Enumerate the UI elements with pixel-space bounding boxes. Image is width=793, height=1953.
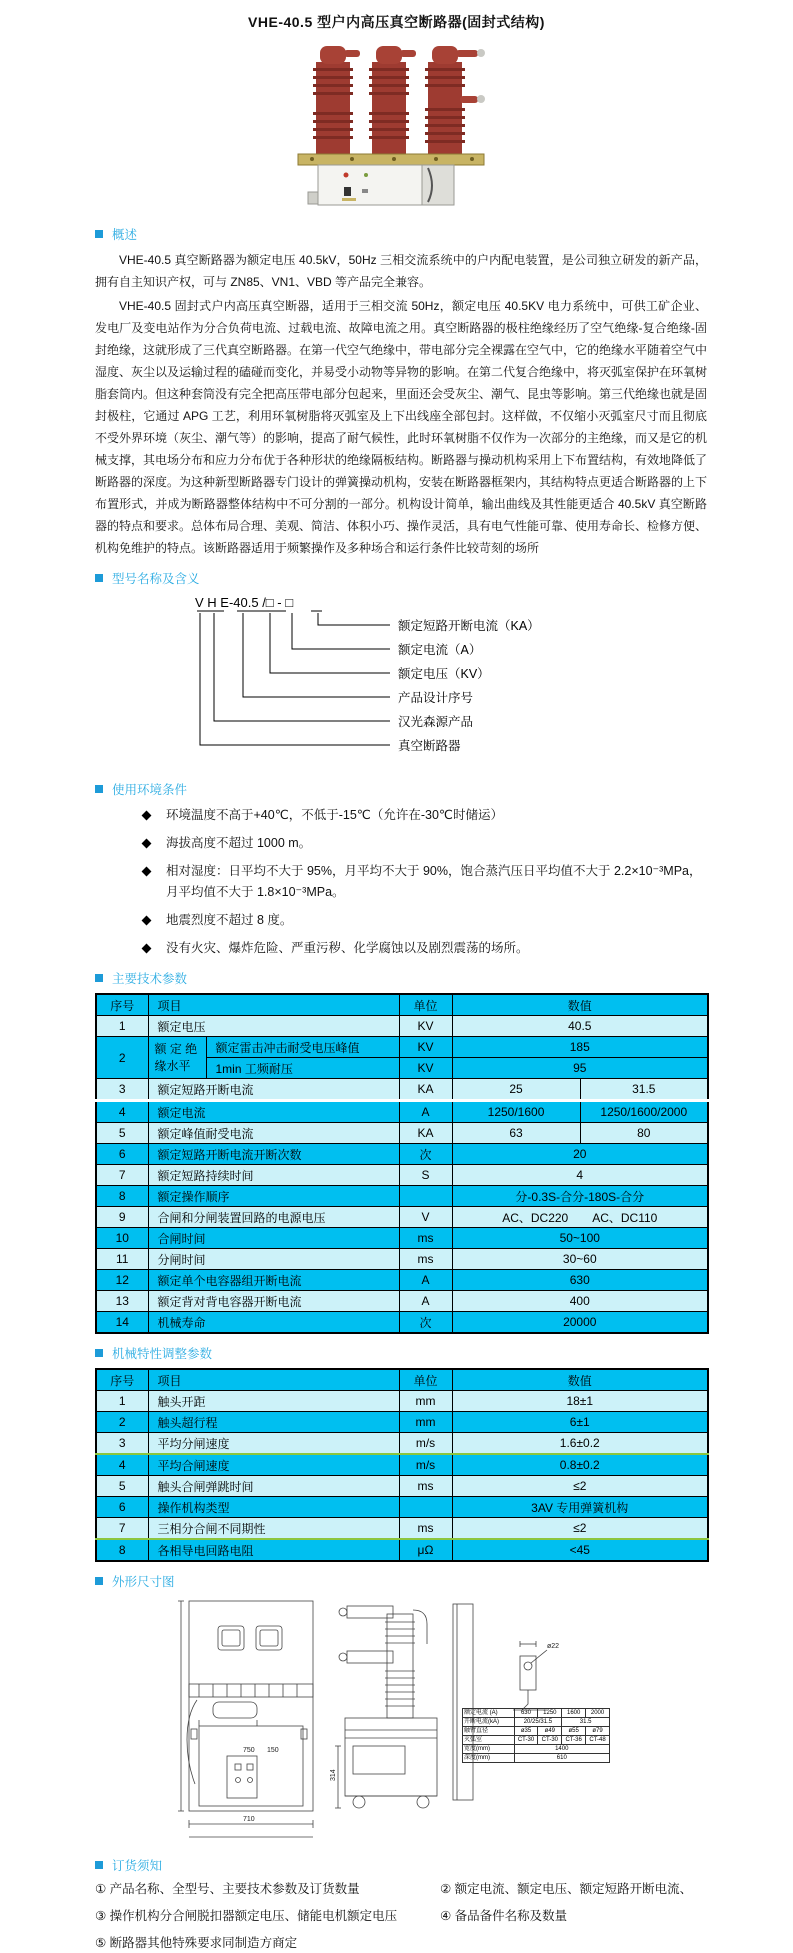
section-dimensions (95, 1572, 707, 1590)
env-item-text: 环境温度不高于+40℃，不低于-15℃（允许在-30℃时储运） (166, 808, 503, 822)
section-bullet-icon (95, 1349, 103, 1357)
cell-no: 4 (96, 1454, 148, 1476)
section-heading-model: 型号名称及含义 (112, 572, 200, 586)
section-bullet-icon (95, 1577, 103, 1585)
table-row (463, 1754, 610, 1763)
cell-item: 分闸时间 (148, 1249, 399, 1270)
cell-value: 1250/1600/2000 (580, 1101, 708, 1123)
section-heading-mech-params: 机械特性调整参数 (112, 1347, 213, 1361)
cell-value: ≤2 (452, 1476, 708, 1497)
cell-value: 80 (580, 1123, 708, 1144)
cell-item: 三相分合闸不同期性 (148, 1518, 399, 1540)
col-header-no: 序号 (96, 994, 148, 1016)
table-row (96, 1079, 708, 1101)
section-bullet-icon (95, 1861, 103, 1869)
cell-value: 0.8±0.2 (452, 1454, 708, 1476)
cell-item: 操作机构类型 (148, 1497, 399, 1518)
col-header-value: 数值 (452, 994, 708, 1016)
section-bullet-icon (95, 785, 103, 793)
list-item: ① 产品名称、全型号、主要技术参数及订货数量 (95, 1882, 360, 1896)
section-mech-params (95, 1344, 707, 1362)
cell-value: 95 (452, 1058, 708, 1079)
cell-item: 平均分闸速度 (148, 1433, 399, 1455)
table-row (96, 1454, 708, 1476)
cell-value: 185 (452, 1037, 708, 1058)
env-item-text: 相对湿度：日平均不大于 95%，月平均不大于 90%，饱合蒸汽压日平均值不大于 2.2×10⁻³MPa，月平均值不大于 1.8×10⁻³MPa。 (166, 864, 702, 899)
model-code: V H E-40.5 /□ - □ (195, 595, 294, 610)
cell-value: 6±1 (452, 1412, 708, 1433)
list-item: ③ 操作机构分合闸脱扣器额定电压、储能电机额定电压 (95, 1909, 398, 1923)
cell-no: 4 (96, 1101, 148, 1123)
cell-item: 平均合闸速度 (148, 1454, 399, 1476)
cell-value: 20/25/31.5 (514, 1718, 562, 1727)
cell-unit: ms (399, 1518, 452, 1540)
cell-item: 机械寿命 (148, 1312, 399, 1334)
list-item (95, 861, 707, 903)
dimension-drawing-svg (95, 1596, 707, 1846)
cell-value: 4 (452, 1165, 708, 1186)
model-label-breaking-current: 额定短路开断电流（KA） (398, 619, 540, 633)
cell-value: CT-48 (586, 1736, 610, 1745)
cell-value: CT-30 (514, 1736, 538, 1745)
table-row (96, 1497, 708, 1518)
table-row (96, 1165, 708, 1186)
table-row (96, 1312, 708, 1334)
cell-value: 20 (452, 1144, 708, 1165)
col-header-item: 项目 (148, 994, 399, 1016)
cell-item: 额定峰值耐受电流 (148, 1123, 399, 1144)
cell-value: 610 (514, 1754, 609, 1763)
diamond-bullet-icon (142, 944, 152, 954)
cell-unit: A (399, 1291, 452, 1312)
cell-unit: 次 (399, 1144, 452, 1165)
cell-item: 额定短路开断电流 (148, 1079, 399, 1101)
mech-params-table (95, 1368, 709, 1562)
table-row (96, 1037, 708, 1058)
cell-no: 13 (96, 1291, 148, 1312)
cell-value: CT-36 (562, 1736, 586, 1745)
section-heading-tech-params: 主要技术参数 (112, 972, 188, 986)
cell-value: 1600 (562, 1709, 586, 1718)
cell-no: 1 (96, 1391, 148, 1412)
cell-value: ø35 (514, 1727, 538, 1736)
model-designation-diagram (140, 593, 707, 770)
cell-item: 开断电流(kA) (463, 1718, 515, 1727)
col-header-unit: 单位 (399, 1369, 452, 1391)
cell-value: 20000 (452, 1312, 708, 1334)
cell-unit: KA (399, 1079, 452, 1101)
cell-unit: KV (399, 1037, 452, 1058)
cell-value: ø55 (562, 1727, 586, 1736)
overview-paragraph-1: VHE-40.5 真空断路器为额定电压 40.5kV，50Hz 三相交流系统中的户内配电装置，是公司独立研发的新产品，拥有自主知识产权，可与 ZN85、VN1、VBD 等产品完全兼容。 (95, 253, 707, 289)
cell-item: 灭弧室 (463, 1736, 515, 1745)
cell-item: 各相导电回路电阻 (148, 1539, 399, 1561)
page-title: VHE-40.5 型户内高压真空断路器(固封式结构) (248, 14, 545, 30)
cell-value: 分-0.3S-合分-180S-合分 (452, 1186, 708, 1207)
model-label-brand: 汉光森源产品 (398, 715, 474, 729)
vacuum-breaker-illustration (282, 42, 512, 210)
cell-item: 额定电流 (A) (463, 1709, 515, 1718)
cell-no: 9 (96, 1207, 148, 1228)
col-header-unit: 单位 (399, 994, 452, 1016)
section-bullet-icon (95, 974, 103, 982)
section-tech-params (95, 969, 707, 987)
col-header-item: 项目 (148, 1369, 399, 1391)
env-item-text: 海拔高度不超过 1000 m。 (166, 836, 312, 850)
list-item (95, 910, 707, 931)
cell-value: 1.6±0.2 (452, 1433, 708, 1455)
dim-label-710: 710 (243, 1816, 255, 1823)
cell-value: 630 (452, 1270, 708, 1291)
cell-unit: ms (399, 1476, 452, 1497)
cell-subitem: 1min 工频耐压 (206, 1058, 399, 1079)
section-bullet-icon (95, 230, 103, 238)
table-row (96, 1412, 708, 1433)
cell-no: 12 (96, 1270, 148, 1291)
cell-value: 25 (452, 1079, 580, 1101)
cell-unit: A (399, 1270, 452, 1291)
section-heading-ordering: 订货须知 (112, 1859, 163, 1873)
dim-label-314: 314 (330, 1769, 337, 1781)
cell-no: 8 (96, 1539, 148, 1561)
cell-no: 7 (96, 1165, 148, 1186)
cell-value: 40.5 (452, 1016, 708, 1037)
cell-subitem: 额定雷击冲击耐受电压峰值 (206, 1037, 399, 1058)
cell-value: 1250/1600 (452, 1101, 580, 1123)
cell-unit (399, 1497, 452, 1518)
table-row (96, 1144, 708, 1165)
cell-unit: 次 (399, 1312, 452, 1334)
table-row (96, 1228, 708, 1249)
cell-no: 3 (96, 1433, 148, 1455)
table-header-row (96, 1369, 708, 1391)
cell-item: 额定短路持续时间 (148, 1165, 399, 1186)
cell-no: 3 (96, 1079, 148, 1101)
cell-no: 2 (96, 1412, 148, 1433)
cell-item: 触头超行程 (148, 1412, 399, 1433)
cell-item-group: 额 定 绝缘水平 (148, 1037, 206, 1079)
table-header-row (96, 994, 708, 1016)
section-ordering (95, 1856, 707, 1874)
table-row (96, 1101, 708, 1123)
table-row (96, 1518, 708, 1540)
cell-no: 2 (96, 1037, 148, 1079)
diamond-bullet-icon (142, 811, 152, 821)
table-row (96, 1123, 708, 1144)
cell-no: 7 (96, 1518, 148, 1540)
list-item: ⑤ 断路器其他特殊要求同制造方商定 (95, 1936, 298, 1950)
model-label-rated-voltage: 额定电压（KV） (398, 667, 490, 681)
env-item-text: 没有火灾、爆炸危险、严重污秽、化学腐蚀以及剧烈震荡的场所。 (166, 941, 529, 955)
table-row (96, 1016, 708, 1037)
cell-unit: m/s (399, 1433, 452, 1455)
cell-no: 1 (96, 1016, 148, 1037)
section-heading-dimensions: 外形尺寸图 (112, 1575, 175, 1589)
table-row (96, 1249, 708, 1270)
dim-label-750: 750 (243, 1747, 255, 1754)
table-row (96, 1270, 708, 1291)
cell-unit: m/s (399, 1454, 452, 1476)
cell-unit: A (399, 1101, 452, 1123)
list-item: ④ 备品备件名称及数量 (440, 1909, 568, 1923)
environment-conditions-list (95, 805, 707, 959)
tech-params-table (95, 993, 709, 1334)
diamond-bullet-icon (142, 916, 152, 926)
section-environment (95, 780, 707, 798)
cell-no: 14 (96, 1312, 148, 1334)
cell-unit: mm (399, 1391, 452, 1412)
cell-unit: ms (399, 1228, 452, 1249)
cell-value: 400 (452, 1291, 708, 1312)
cell-value: <45 (452, 1539, 708, 1561)
col-header-no: 序号 (96, 1369, 148, 1391)
cell-value: 630 (514, 1709, 538, 1718)
cell-unit: mm (399, 1412, 452, 1433)
cell-value: ø79 (586, 1727, 610, 1736)
cell-item: 额定单个电容器组开断电流 (148, 1270, 399, 1291)
table-row (96, 1207, 708, 1228)
table-row (463, 1727, 610, 1736)
ordering-notes-list (95, 1880, 707, 1953)
cell-item: 触臂直径 (463, 1727, 515, 1736)
cell-no: 5 (96, 1123, 148, 1144)
cell-no: 11 (96, 1249, 148, 1270)
table-row (96, 1433, 708, 1455)
cell-unit: V (399, 1207, 452, 1228)
cell-item: 深度(mm) (463, 1754, 515, 1763)
cell-unit: ms (399, 1249, 452, 1270)
cell-value: 63 (452, 1123, 580, 1144)
cell-value: 50~100 (452, 1228, 708, 1249)
table-row (463, 1745, 610, 1754)
col-header-value: 数值 (452, 1369, 708, 1391)
section-bullet-icon (95, 574, 103, 582)
list-item (95, 938, 707, 959)
cell-unit: KV (399, 1016, 452, 1037)
table-row (463, 1718, 610, 1727)
cell-item: 额定电流 (148, 1101, 399, 1123)
cell-value: AC、DC220 AC、DC110 (452, 1207, 708, 1228)
table-row (96, 1391, 708, 1412)
cell-no: 5 (96, 1476, 148, 1497)
table-row (463, 1709, 610, 1718)
section-overview (95, 225, 707, 243)
cell-value: ø49 (538, 1727, 562, 1736)
table-row (463, 1736, 610, 1745)
list-item: ② 额定电流、额定电压、额定短路开断电流、 (440, 1882, 693, 1896)
cell-item: 触头开距 (148, 1391, 399, 1412)
cell-unit: S (399, 1165, 452, 1186)
section-heading-environment: 使用环境条件 (112, 783, 188, 797)
table-row (96, 1539, 708, 1561)
outline-dimension-drawing (95, 1596, 707, 1846)
cell-item: 额定操作顺序 (148, 1186, 399, 1207)
list-item (95, 833, 707, 854)
cell-item: 额定电压 (148, 1016, 399, 1037)
drawing-variant-table (462, 1708, 610, 1763)
cell-value: 2000 (586, 1709, 610, 1718)
dim-label-hole-diameter: ø22 (547, 1643, 560, 1650)
cell-value: 31.5 (580, 1079, 708, 1101)
cell-value: 1400 (514, 1745, 609, 1754)
cell-item: 宽度(mm) (463, 1745, 515, 1754)
table-row (96, 1186, 708, 1207)
cell-unit: μΩ (399, 1539, 452, 1561)
cell-no: 6 (96, 1144, 148, 1165)
model-label-rated-current: 额定电流（A） (398, 643, 482, 657)
section-model (95, 569, 707, 587)
cell-value: ≤2 (452, 1518, 708, 1540)
diamond-bullet-icon (142, 839, 152, 849)
cell-unit: KA (399, 1123, 452, 1144)
cell-value: CT-30 (538, 1736, 562, 1745)
table-row (96, 1291, 708, 1312)
cell-unit (399, 1186, 452, 1207)
cell-no: 10 (96, 1228, 148, 1249)
cell-value: 1250 (538, 1709, 562, 1718)
model-label-vacuum-breaker: 真空断路器 (398, 739, 461, 753)
cell-item: 触头合闸弹跳时间 (148, 1476, 399, 1497)
cell-item: 合闸时间 (148, 1228, 399, 1249)
cell-item: 额定短路开断电流开断次数 (148, 1144, 399, 1165)
cell-item: 额定背对背电容器开断电流 (148, 1291, 399, 1312)
section-heading-overview: 概述 (112, 228, 138, 242)
list-item (95, 805, 707, 826)
cell-value: 18±1 (452, 1391, 708, 1412)
dim-label-150: 150 (267, 1747, 279, 1754)
cell-value: 31.5 (562, 1718, 610, 1727)
model-label-design-serial: 产品设计序号 (398, 691, 474, 705)
table-row (96, 1476, 708, 1497)
cell-unit: KV (399, 1058, 452, 1079)
product-photo (282, 42, 512, 215)
cell-value: 30~60 (452, 1249, 708, 1270)
cell-no: 8 (96, 1186, 148, 1207)
env-item-text: 地震烈度不超过 8 度。 (166, 913, 293, 927)
cell-no: 6 (96, 1497, 148, 1518)
cell-value: 3AV 专用弹簧机构 (452, 1497, 708, 1518)
diamond-bullet-icon (142, 867, 152, 877)
overview-paragraph-2: VHE-40.5 固封式户内高压真空断器，适用于三相交流 50Hz，额定电压 40.5KV 电力系统中，可供工矿企业、发电厂及变电站作为分合负荷电流、过载电流、故障电流之用。真空断路器的极柱绝缘经历了空气绝缘-复合绝缘-固封绝缘，这就形成了三代真空断路器。在第一代空气绝缘中，带电部分完全裸露在空气中，它的绝缘水平随着空气中湿度、灰尘以及运输过程的磕碰而变化，并易受小动物等异物的影响。在第二代复合绝缘中，将灭弧室保护在环氧树脂套筒内。但这种套筒没有完全把高压带电部分包起来，里面还会受灰尘、潮气、昆虫等影响。第三代绝缘也就是固封极柱，它通过 APG 工艺，利用环氧树脂将灭弧室及上下出线座全部包封。这样做，不仅缩小灭弧室尺寸而且彻底不受外界环境（灰尘、潮气等）的影响，提高了耐气候性，此时环氧树脂不仅作为一次部分的主绝缘，而又是它的机械支撑，其电场分布和应力分布优于各种形状的绝缘隔板结构。断路器与操动机构采用上下布置结构，有效地降低了断路器的深度。为这种新型断路器专门设计的弹簧操动机构，安装在断路器框架内，其结构特点更适合断路器的上下布置形式，并成为断路器整体结构中不可分割的一部分。机构设计简单，输出曲线及其性能更适合 40.5kV 真空断路器的特点和要求。总体布局合理、美观、简洁、体积小巧、操作灵活，具有电气性能可靠、使用寿命长、检修方便、机构免维护的特点。该断路器适用于频繁操作及多种场合和运行条件比较苛刻的场所 (95, 299, 708, 555)
cell-item: 合闸和分闸装置回路的电源电压 (148, 1207, 399, 1228)
